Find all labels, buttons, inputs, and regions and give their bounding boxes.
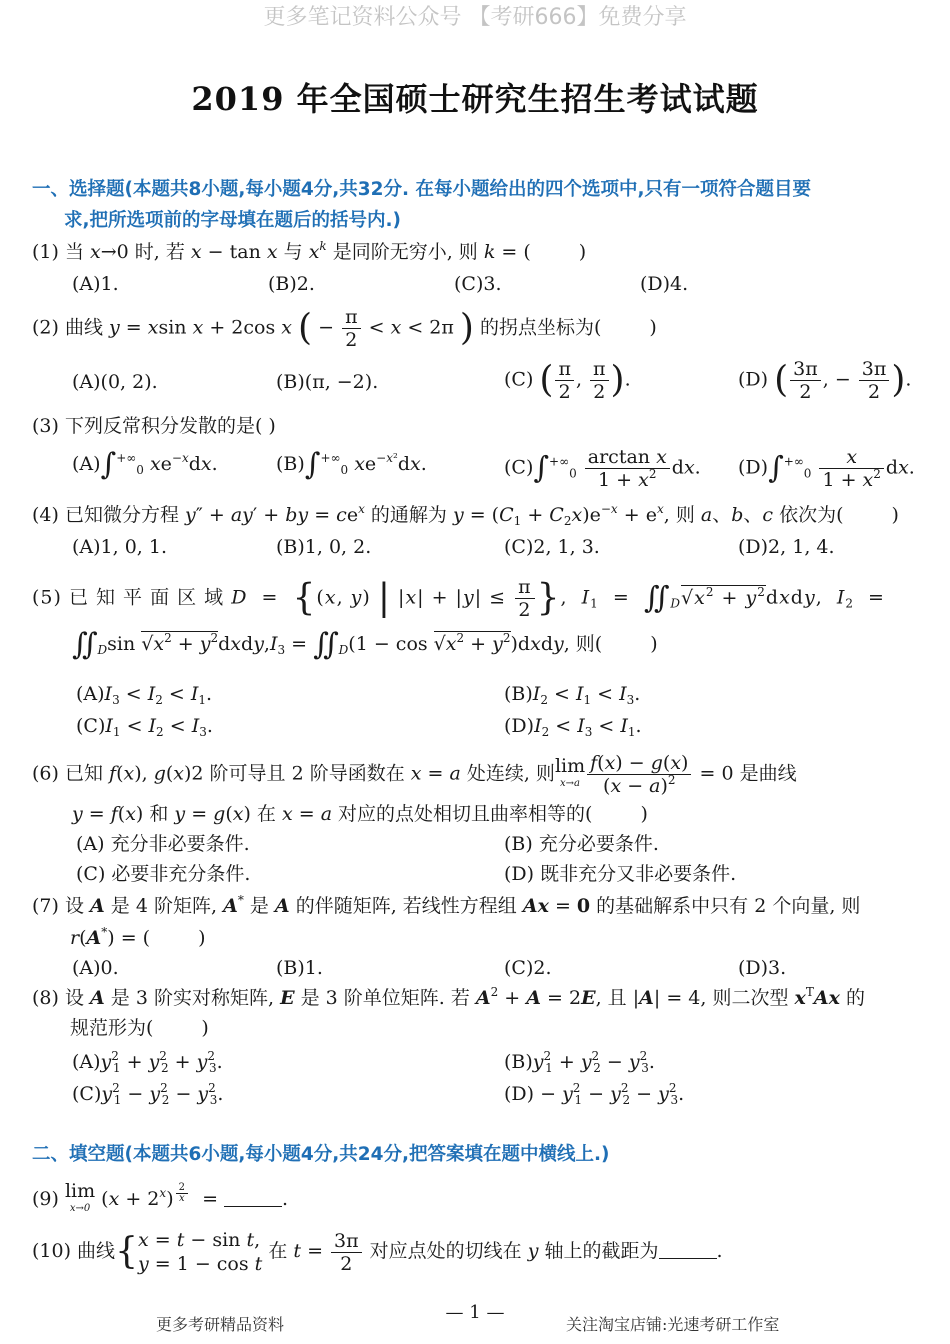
q4-option-b: (B)1, 0, 2. [276,536,372,558]
q7-option-d: (D)3. [738,957,787,979]
question-number: (6) [32,762,59,785]
q2-option-a: (A)(0, 2). [72,371,158,393]
question-1: (1) 当 x→0 时, 若 x − tan x 与 $x^k$ 是同阶无穷小, 则 k = ( ) [32,239,587,263]
q4-option-d: (D)2, 1, 4. [738,536,835,558]
question-8-cont: 规范形为( ) [70,1017,209,1039]
q8-option-c: $(C)y^2_1 - y^2_2 - y^2_3$. [72,1081,224,1107]
question-number: (3) [32,415,59,437]
section-2-line-1: 二、填空题(本题共6小题,每小题4分,共24分,把答案填在题中横线上.) [32,1144,610,1165]
q2-option-b: (B)(π, −2). [276,371,379,393]
q3-option-a: $(A)\int^{+\infty}_0$ $xe^{-x}dx$. [72,447,218,482]
question-8: (8) 设 A 是 3 阶实对称矩阵, E 是 3 阶单位矩阵. 若 $A^2 + A = 2E$, 且 |A| = 4, 则二次型 $x^TAx$ 的 [32,985,865,1009]
q8-option-b: $(B)y^2_1 + y^2_2 - y^2_3$. [504,1049,655,1075]
q7-option-c: (C)2. [504,957,552,979]
question-number: (7) [32,895,59,917]
question-10: (10) 曲线{ x = t − sin t, y = 1 − cos t 在 t = $\frac{3\pi}{2}$ 对应点处的切线在 y 轴上的截距为 . [32,1229,723,1275]
question-number: (2) [32,316,59,339]
page-title: 2019 年全国硕士研究生招生考试试题 [191,80,759,118]
q1-option-b: (B)2. [268,273,315,295]
question-number: (9) [32,1188,59,1210]
question-number: (1) [32,241,59,263]
footer-right: 关注淘宝店铺:光速考研工作室 [566,1315,780,1334]
question-7: (7) 设 A 是 4 阶矩阵, A* 是 A 的伴随矩阵, 若线性方程组 Ax = 0 的基础解系中只有 2 个向量, 则 [32,893,861,917]
question-9: (9) lim x→0 $(x + 2^x)$ $^{\frac{2}{x}}$ = . [32,1180,289,1214]
section-1-heading [32,174,922,236]
q7-option-a: (A)0. [72,957,119,979]
q5-option-a: $(A)I_3 < I_2 < I_1$. [76,683,213,707]
q3-option-c: $(C)\int^{+\infty}_0$ $\frac{\text{arctan x}}{1 + x^2}$ dx. [504,446,701,491]
q5-option-c: $(C)I_1 < I_2 < I_3$. [76,715,213,739]
q5-option-b: $(B)I_2 < I_1 < I_3$. [504,683,641,707]
q3-option-d: $(D)\int^{+\infty}_0$ $\frac{x}{1 + x^2}$ dx. [738,446,915,491]
q1-option-c: (C)3. [454,273,502,295]
q5-option-d: $(D)I_2 < I_3 < I_1$. [504,715,642,739]
question-number: (8) [32,987,59,1009]
q7-option-b: (B)1. [276,957,323,979]
question-5: (5) 已 知 平 面 区 域 D = {(x, y) | |x| + |y| ≤ $\frac{\pi}{2}$ }, $I_1$ = $∬_D√x^2$ + $y^2dxdy$, $I_2$ = [32,576,885,621]
answer-blank[interactable] [659,1241,717,1259]
question-7-cont: r(A*) = ( ) [70,925,206,949]
question-6: (6) 已知 f(x), g(x)2 阶可导且 2 阶导函数在 x = a 处连续, 则 lim x→a $\frac{f(x) - g(x)}{(x - a)^2}$ = 0 是曲线 [32,752,797,797]
q3-option-b: $(B)\int^{+\infty}_0$ $xe^{-x^2}dx$. [276,447,427,482]
question-3 [32,414,276,438]
q8-option-d: $(D) - y^2_1 - y^2_2 - y^2_3$. [504,1081,685,1107]
question-number: (5) [32,586,62,609]
watermark: 更多笔记资料公众号 【考研666】免费分享 [263,5,687,30]
q6-option-a: (A) 充分非必要条件. [76,833,250,855]
q1-option-a: (A)1. [72,273,119,295]
q2-option-d: (D) ( $\frac{3\pi}{2}$ , − $\frac{3\pi}{2}$ ). [738,358,912,403]
q4-option-a: (A)1, 0, 1. [72,536,168,558]
q3-stem: 下列反常积分发散的是( ) [64,415,276,437]
question-6-cont: y = f(x) 和 y = g(x) 在 x = a 对应的点处相切且曲率相等的( ) [72,803,648,825]
section-2-heading [32,1139,922,1170]
section-1-line-1: 一、选择题(本题共8小题,每小题4分,共32分. 在每小题给出的四个选项中,只有一项符合题目要 [32,179,811,200]
section-1-line-2: 求,把所选项前的字母填在题后的括号内.) [64,210,402,231]
q6-option-b: (B) 充分必要条件. [504,833,659,855]
q6-option-d: (D) 既非充分又非必要条件. [504,863,737,885]
q4-option-c: (C)2, 1, 3. [504,536,600,558]
q6-option-c: (C) 必要非充分条件. [76,863,251,885]
q1-option-d: (D)4. [640,273,689,295]
question-2: (2) 曲线 y = xsin x + 2cos x ( − $\frac{\pi}{2}$ < x < 2π ) 的拐点坐标为( ) [32,306,657,351]
q8-option-a: $(A)y^2_1 + y^2_2 + y^2_3$. [72,1049,223,1075]
page-number: — 1 — [445,1302,505,1323]
question-5-cont: $∬_D\sin$ $√x^2$ + $y^2dxdy,I_3$ = $∬_D(1 - \cos √x^2$ + $y^2)dxdy$, 则( ) [72,627,658,662]
footer-left: 更多考研精品资料 [156,1315,285,1334]
question-number: (10) [32,1240,72,1262]
answer-blank[interactable] [224,1189,282,1207]
question-number: (4) [32,504,59,526]
question-4: (4) 已知微分方程 y″ + ay′ + by = $ce^x$ 的通解为 $y = (C_1 + C_2x)e^{-x} + e^x$, 则 a、b、c 依次为( ) [32,502,899,528]
q2-option-c: (C) ( $\frac{\pi}{2}$ , $\frac{\pi}{2}$ ). [504,358,631,403]
